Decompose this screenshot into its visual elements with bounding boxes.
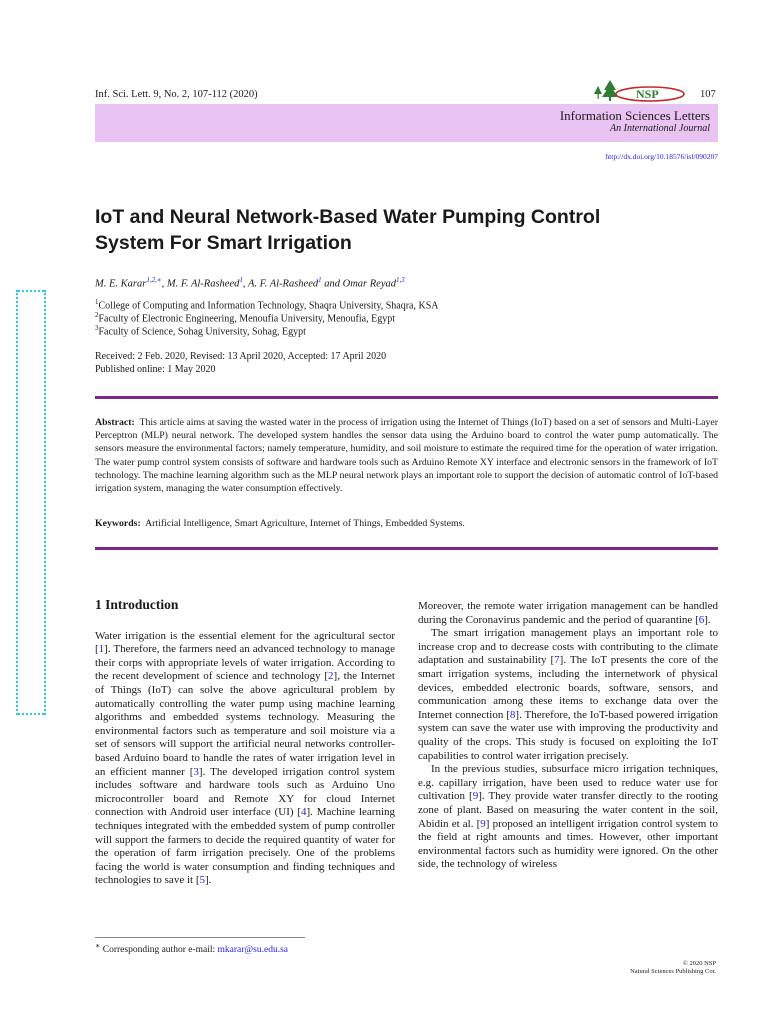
author-name: A. F. Al-Rasheed — [247, 278, 319, 290]
citation-link[interactable]: 2 — [328, 670, 334, 683]
running-head-citation: Inf. Sci. Lett. 9, No. 2, 107-112 (2020) — [95, 89, 258, 100]
keywords-label: Keywords: — [95, 518, 141, 529]
affiliation — [95, 324, 306, 337]
corresponding-author-footnote — [95, 941, 288, 955]
keywords-text: Artificial Intelligence, Smart Agriculture, Internet of Things, Embedded Systems. — [145, 518, 465, 529]
footnote-mark: ∗ — [95, 941, 101, 950]
author-separator: and — [321, 278, 343, 290]
column-left — [95, 598, 395, 888]
paragraph: Water irrigation is the essential element for the agricultural sector [1]. Therefore, the farmers need an advanced technology to manage their corps with appropriate levels of water irrigation. According to the recent development of science and technology [2], the Internet of Things (IoT) can solve the above agricultural problem by automatically controlling the water pump using machine learning algorithms and embedded systems technology. Measuring the environmental factors such as temperature and soil moisture via a set of sensors will support the artificial neural networks controller-based Arduino board to handle the rates of water irrigation level in an efficient manner [3]. The developed irrigation control system includes software and hardware tools such as Arduino Uno microcontroller board and Remote XY for cloud Internet connection with Android user interface (UI) [4]. Machine learning techniques integrated with the embedded system of pump controller will support the farmers to decide the required quantity of water for the operation of farm irrigation precisely. One of the problems facing the world is water consumption and finding techniques and technologies to save it [5]. — [95, 629, 395, 887]
affiliation-text: College of Computing and Information Technology, Shaqra University, Shaqra, KSA — [98, 300, 439, 312]
citation-link[interactable]: 6 — [698, 613, 705, 626]
affiliation-number: 2 — [95, 311, 99, 319]
published-date: Published online: 1 May 2020 — [95, 364, 216, 375]
divider-top — [95, 396, 718, 399]
journal-title: Information Sciences Letters — [559, 108, 710, 123]
column-right — [418, 600, 718, 872]
citation-link[interactable]: 3 — [193, 765, 199, 778]
author-separator: , — [161, 278, 167, 290]
copyright-line: © 2020 NSP — [682, 960, 716, 967]
author-affiliation-sup[interactable]: 1 — [239, 276, 243, 284]
author-affiliation-sup[interactable]: 1 — [318, 276, 322, 284]
received-dates: Received: 2 Feb. 2020, Revised: 13 April 2020, Accepted: 17 April 2020 — [95, 351, 387, 362]
author-affiliation-sup[interactable]: 1,3 — [396, 276, 405, 284]
affiliation-number: 3 — [95, 324, 99, 332]
abstract-label: Abstract: — [95, 417, 135, 428]
abstract — [95, 416, 718, 495]
citation-link[interactable]: 1 — [98, 643, 105, 656]
publication-dates — [95, 350, 386, 376]
footnote-rule — [95, 937, 305, 938]
paragraph: Moreover, the remote water irrigation management can be handled during the Coronavirus pandemic and the period of quarantine [6]. — [418, 600, 718, 626]
keywords — [95, 518, 465, 529]
affiliation-text: Faculty of Science, Sohag University, Sohag, Egypt — [98, 326, 306, 338]
nsp-logo — [590, 78, 696, 104]
divider-bottom — [95, 547, 718, 550]
margin-dotted-frame — [16, 290, 46, 715]
paragraph: In the previous studies, subsurface micro irrigation techniques, e.g. capillary irrigation, have been used to reduce water use for cultivation [9]. They provide water transfer directly to the rooting zone of plant. Based on measuring the water content in the soil, Abidin et al. [9] proposed an intelligent irrigation control system to the field at right amounts and times. However, other important environmental factors such as humidity were ignored. On the other side, the technology of wireless — [418, 763, 719, 871]
citation-link[interactable]: 5 — [199, 874, 205, 887]
citation-link[interactable]: 7 — [554, 654, 560, 667]
paragraph: The smart irrigation management plays an important role to increase crop and to decrease costs with contributing to the climate adaptation and sustainability [7]. The IoT presents the core of the smart irrigation systems, including the internetwork of physical devices, embedded electronic boards, software, sensors, and communication among these items to exchange data over the Internet connection [8]. Therefore, the IoT-based powered irrigation system can save the water use with improving the productivity and quality of the crops. This study is focused on exploiting the IoT capabilities to control water irrigation precisely. — [418, 627, 719, 762]
author-list — [95, 276, 405, 290]
journal-band — [95, 104, 718, 142]
publisher-line: Natural Sciences Publishing Cor. — [630, 968, 716, 975]
citation-link[interactable]: 9 — [480, 817, 486, 830]
paper-title-line-1: IoT and Neural Network-Based Water Pumping Control — [95, 206, 601, 228]
paper-title — [95, 204, 735, 256]
doi-link[interactable]: http://dx.doi.org/10.18576/isl/090207 — [605, 152, 718, 161]
author-name: Omar Reyad — [342, 278, 396, 290]
author-name: M. E. Karar — [95, 278, 147, 290]
author-name: M. F. Al-Rasheed — [166, 278, 240, 290]
copyright-notice — [630, 960, 716, 976]
affiliation-text: Faculty of Electronic Engineering, Menoufia University, Menoufia, Egypt — [98, 313, 395, 325]
affiliation — [95, 298, 439, 311]
section-heading: 1 Introduction — [95, 597, 179, 612]
journal-subtitle: An International Journal — [610, 123, 710, 134]
nsp-logo-text: NSP — [636, 87, 659, 101]
citation-link[interactable]: 9 — [472, 790, 479, 803]
affiliation — [95, 311, 395, 324]
abstract-text: This article aims at saving the wasted water in the process of irrigation using the Internet of Things (IoT) based on a set of sensors and Multi-Layer Perceptron (MLP) neural network. The developed system handles the sensor data using the Arduino board to control the water pump automatically. The sensors measure the environmental factors; namely temperature, humidity, and soil moisture to estimate the required time for the operation of water irrigation. The water pump control system consists of software and hardware tools such as Arduino Remote XY interface and electronic sensors in the framework of IoT technology. The machine learning algorithm such as the MLP neural network plays an important role to support the decision of automatic control of IoT-based irrigation system, managing the water consumption effectively. — [95, 417, 718, 495]
author-affiliation-sup[interactable]: 1,2,∗ — [146, 276, 162, 284]
journal-name-block — [560, 108, 718, 134]
page-number: 107 — [700, 89, 716, 100]
paper-title-line-2: System For Smart Irrigation — [95, 232, 352, 254]
affiliation-number: 1 — [95, 298, 99, 306]
author-separator: , — [242, 278, 248, 290]
author-email-link[interactable]: mkarar@su.edu.sa — [217, 945, 288, 956]
footnote-text: Corresponding author e-mail: — [102, 945, 218, 956]
citation-link[interactable]: 8 — [509, 708, 516, 721]
citation-link[interactable]: 4 — [300, 806, 307, 819]
